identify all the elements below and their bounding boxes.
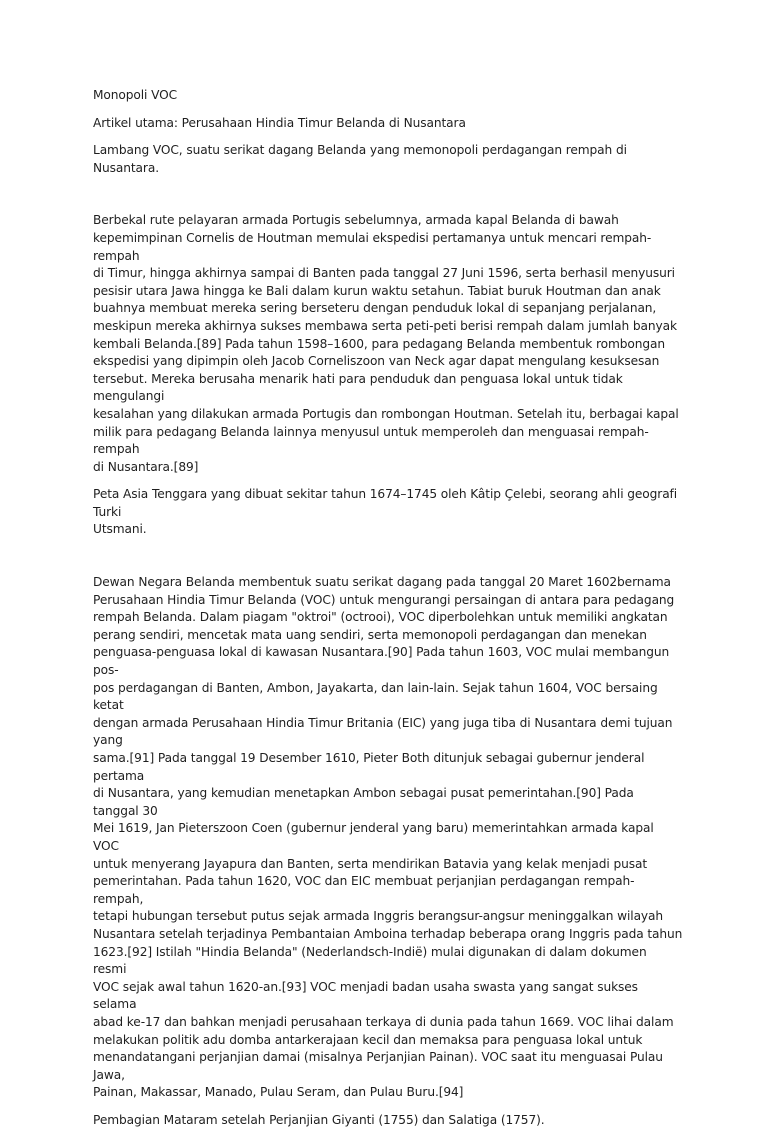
- image-caption-voc-emblem: Lambang VOC, suatu serikat dagang Belanda yang memonopoli perdagangan rempah di Nusantara.: [93, 143, 627, 175]
- paragraph-voc-founding: Dewan Negara Belanda membentuk suatu serikat dagang pada tanggal 20 Maret 1602bernama Perusahaan Hindia Timur Belanda (VOC) untuk mengurangi persaingan di antara para pedagang rempah Belanda. Dalam piagam "oktroi" (octrooi), VOC diperbolehkan untuk memiliki angkatan perang sendiri, mencetak mata uang sendiri, serta memonopoli perdagangan dan menekan penguasa-penguasa lokal di kawasan Nusantara.[90] Pada tahun 1603, VOC mulai membangun pos- pos perdagangan di Banten, Ambon, Jayakarta, dan lain-lain. Sejak tahun 1604, VOC bersaing ketat dengan armada Perusahaan Hindia Timur Britania (EIC) yang juga tiba di Nusantara demi tujuan yang sama.[91] Pada tanggal 19 Desember 1610, Pieter Both ditunjuk sebagai gubernur jenderal pertama di Nusantara, yang kemudian menetapkan Ambon sebagai pusat pemerintahan.[90] Pada tanggal 30 Mei 1619, Jan Pieterszoon Coen (gubernur jenderal yang baru) memerintahkan armada kapal VOC untuk menyerang Jayapura dan Banten, serta mendirikan Batavia yang kelak menjadi pusat pemerintahan. Pada tahun 1620, VOC dan EIC membuat perjanjian perdagangan rempah-rempah, tetapi hubungan tersebut putus sejak armada Inggris berangsur-angsur meninggalkan wilayah Nusantara setelah terjadinya Pembantaian Amboina terhadap beberapa orang Inggris pada tahun 1623.[92] Istilah "Hindia Belanda" (Nederlandsch-Indië) mulai digunakan di dalam dokumen resmi VOC sejak awal tahun 1620-an.[93] VOC menjadi badan usaha swasta yang sangat sukses selama abad ke-17 dan bahkan menjadi perusahaan terkaya di dunia pada tahun 1669. VOC lihai dalam melakukan politik adu domba antarkerajaan kecil dan memaksa para penguasa lokal untuk menandatangani perjanjian damai (misalnya Perjanjian Painan). VOC saat itu menguasai Pulau Jawa, Painan, Makassar, Manado, Pulau Seram, dan Pulau Buru.[94]: [93, 575, 683, 1100]
- image-placeholder-gap: [93, 549, 683, 574]
- document-page: [93, 87, 683, 1129]
- paragraph-houtman-expedition: Berbekal rute pelayaran armada Portugis sebelumnya, armada kapal Belanda di bawah kepemimpinan Cornelis de Houtman memulai ekspedisi pertamanya untuk mencari rempah-rempah di Timur, hingga akhirnya sampai di Banten pada tanggal 27 Juni 1596, serta berhasil menyusuri pesisir utara Jawa hingga ke Bali dalam kurun waktu setahun. Tabiat buruk Houtman dan anak buahnya membuat mereka sering berseteru dengan penduduk lokal di sepanjang perjalanan, meskipun mereka akhirnya sukses membawa serta peti-peti berisi rempah dalam jumlah banyak kembali Belanda.[89] Pada tahun 1598–1600, para pedagang Belanda membentuk rombongan ekspedisi yang dipimpin oleh Jacob Corneliszoon van Neck agar dapat mengulang kesuksesan tersebut. Mereka berusaha menarik hati para penduduk dan penguasa lokal untuk tidak mengulangi kesalahan yang dilakukan armada Portugis dan rombongan Houtman. Setelah itu, berbagai kapal milik para pedagang Belanda lainnya menyusul untuk memperoleh dan menguasai rempah-rempah di Nusantara.[89]: [93, 213, 679, 474]
- main-article-note: Artikel utama: Perusahaan Hindia Timur Belanda di Nusantara: [93, 115, 466, 130]
- image-caption-map: Peta Asia Tenggara yang dibuat sekitar tahun 1674–1745 oleh Kâtip Çelebi, seorang ahli geografi Turki Utsmani.: [93, 487, 678, 537]
- document-title: Monopoli VOC: [93, 88, 178, 102]
- image-placeholder-gap: [93, 187, 683, 212]
- image-caption-mataram: Pembagian Mataram setelah Perjanjian Giyanti (1755) dan Salatiga (1757).: [93, 1112, 545, 1127]
